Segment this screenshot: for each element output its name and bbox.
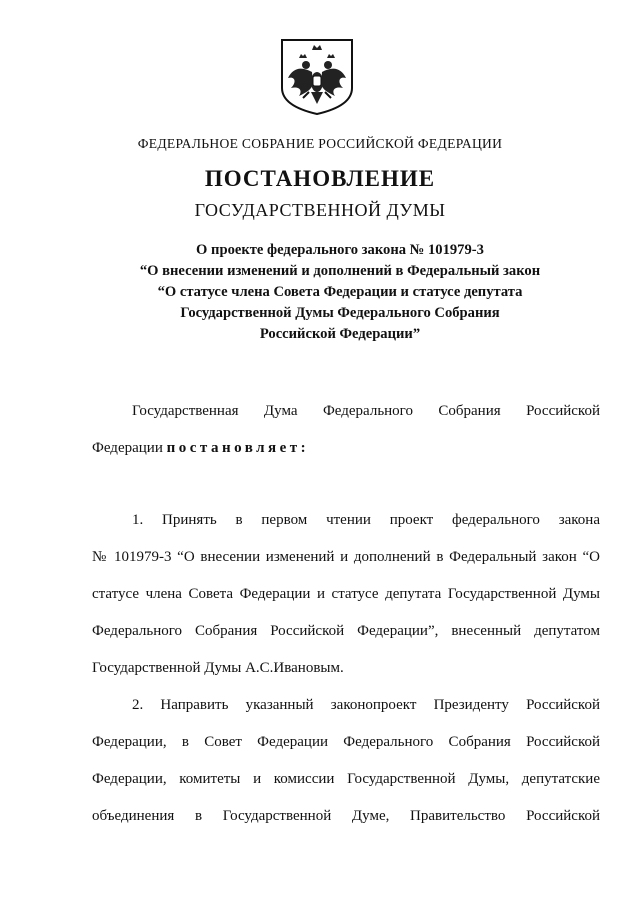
preamble-line: Государственная Дума Федерального Собрания Российской	[132, 403, 600, 419]
subject-line: “О внесении изменений и дополнений в Федеральный закон	[139, 263, 541, 279]
resolution-verb: постановляет:	[166, 440, 310, 456]
preamble-line	[92, 440, 600, 457]
subject-line: Государственной Думы Федерального Собрания	[180, 305, 500, 321]
paragraph-line: 1. Принять в первом чтении проект федерального закона	[132, 512, 600, 528]
preamble-prefix: Федерации	[92, 440, 163, 456]
organization-name: ФЕДЕРАЛЬНОЕ СОБРАНИЕ РОССИЙСКОЙ ФЕДЕРАЦИИ	[137, 136, 503, 151]
paragraph-line: объединения в Государственной Думе, Правительство Российской	[92, 808, 600, 824]
paragraph-line: 2. Направить указанный законопроект Президенту Российской	[132, 697, 600, 713]
document-subtitle: ГОСУДАРСТВЕННОЙ ДУМЫ	[194, 200, 446, 220]
subject-line: “О статусе члена Совета Федерации и статусе депутата	[157, 284, 523, 300]
subject-line: О проекте федерального закона № 101979-3	[196, 242, 484, 258]
paragraph-line: Государственной Думы А.С.Ивановым.	[92, 660, 344, 676]
subject-line: Российской Федерации”	[259, 326, 421, 342]
document-subject	[130, 240, 550, 345]
paragraph-line: Федерального Собрания Российской Федерации”, внесенный депутатом	[92, 623, 600, 639]
russian-coat-of-arms-icon	[279, 38, 355, 116]
paragraph-line: статусе члена Совета Федерации и статусе депутата Государственной Думы	[92, 586, 600, 602]
paragraph-line: Федерации, комитеты и комиссии Государственной Думы, депутатские	[92, 771, 600, 787]
paragraph-line: № 101979-3 “О внесении изменений и дополнений в Федеральный закон “О	[92, 549, 600, 565]
document-title: ПОСТАНОВЛЕНИЕ	[204, 166, 436, 191]
paragraph-line: Федерации, в Совет Федерации Федерального Собрания Российской	[92, 734, 600, 750]
